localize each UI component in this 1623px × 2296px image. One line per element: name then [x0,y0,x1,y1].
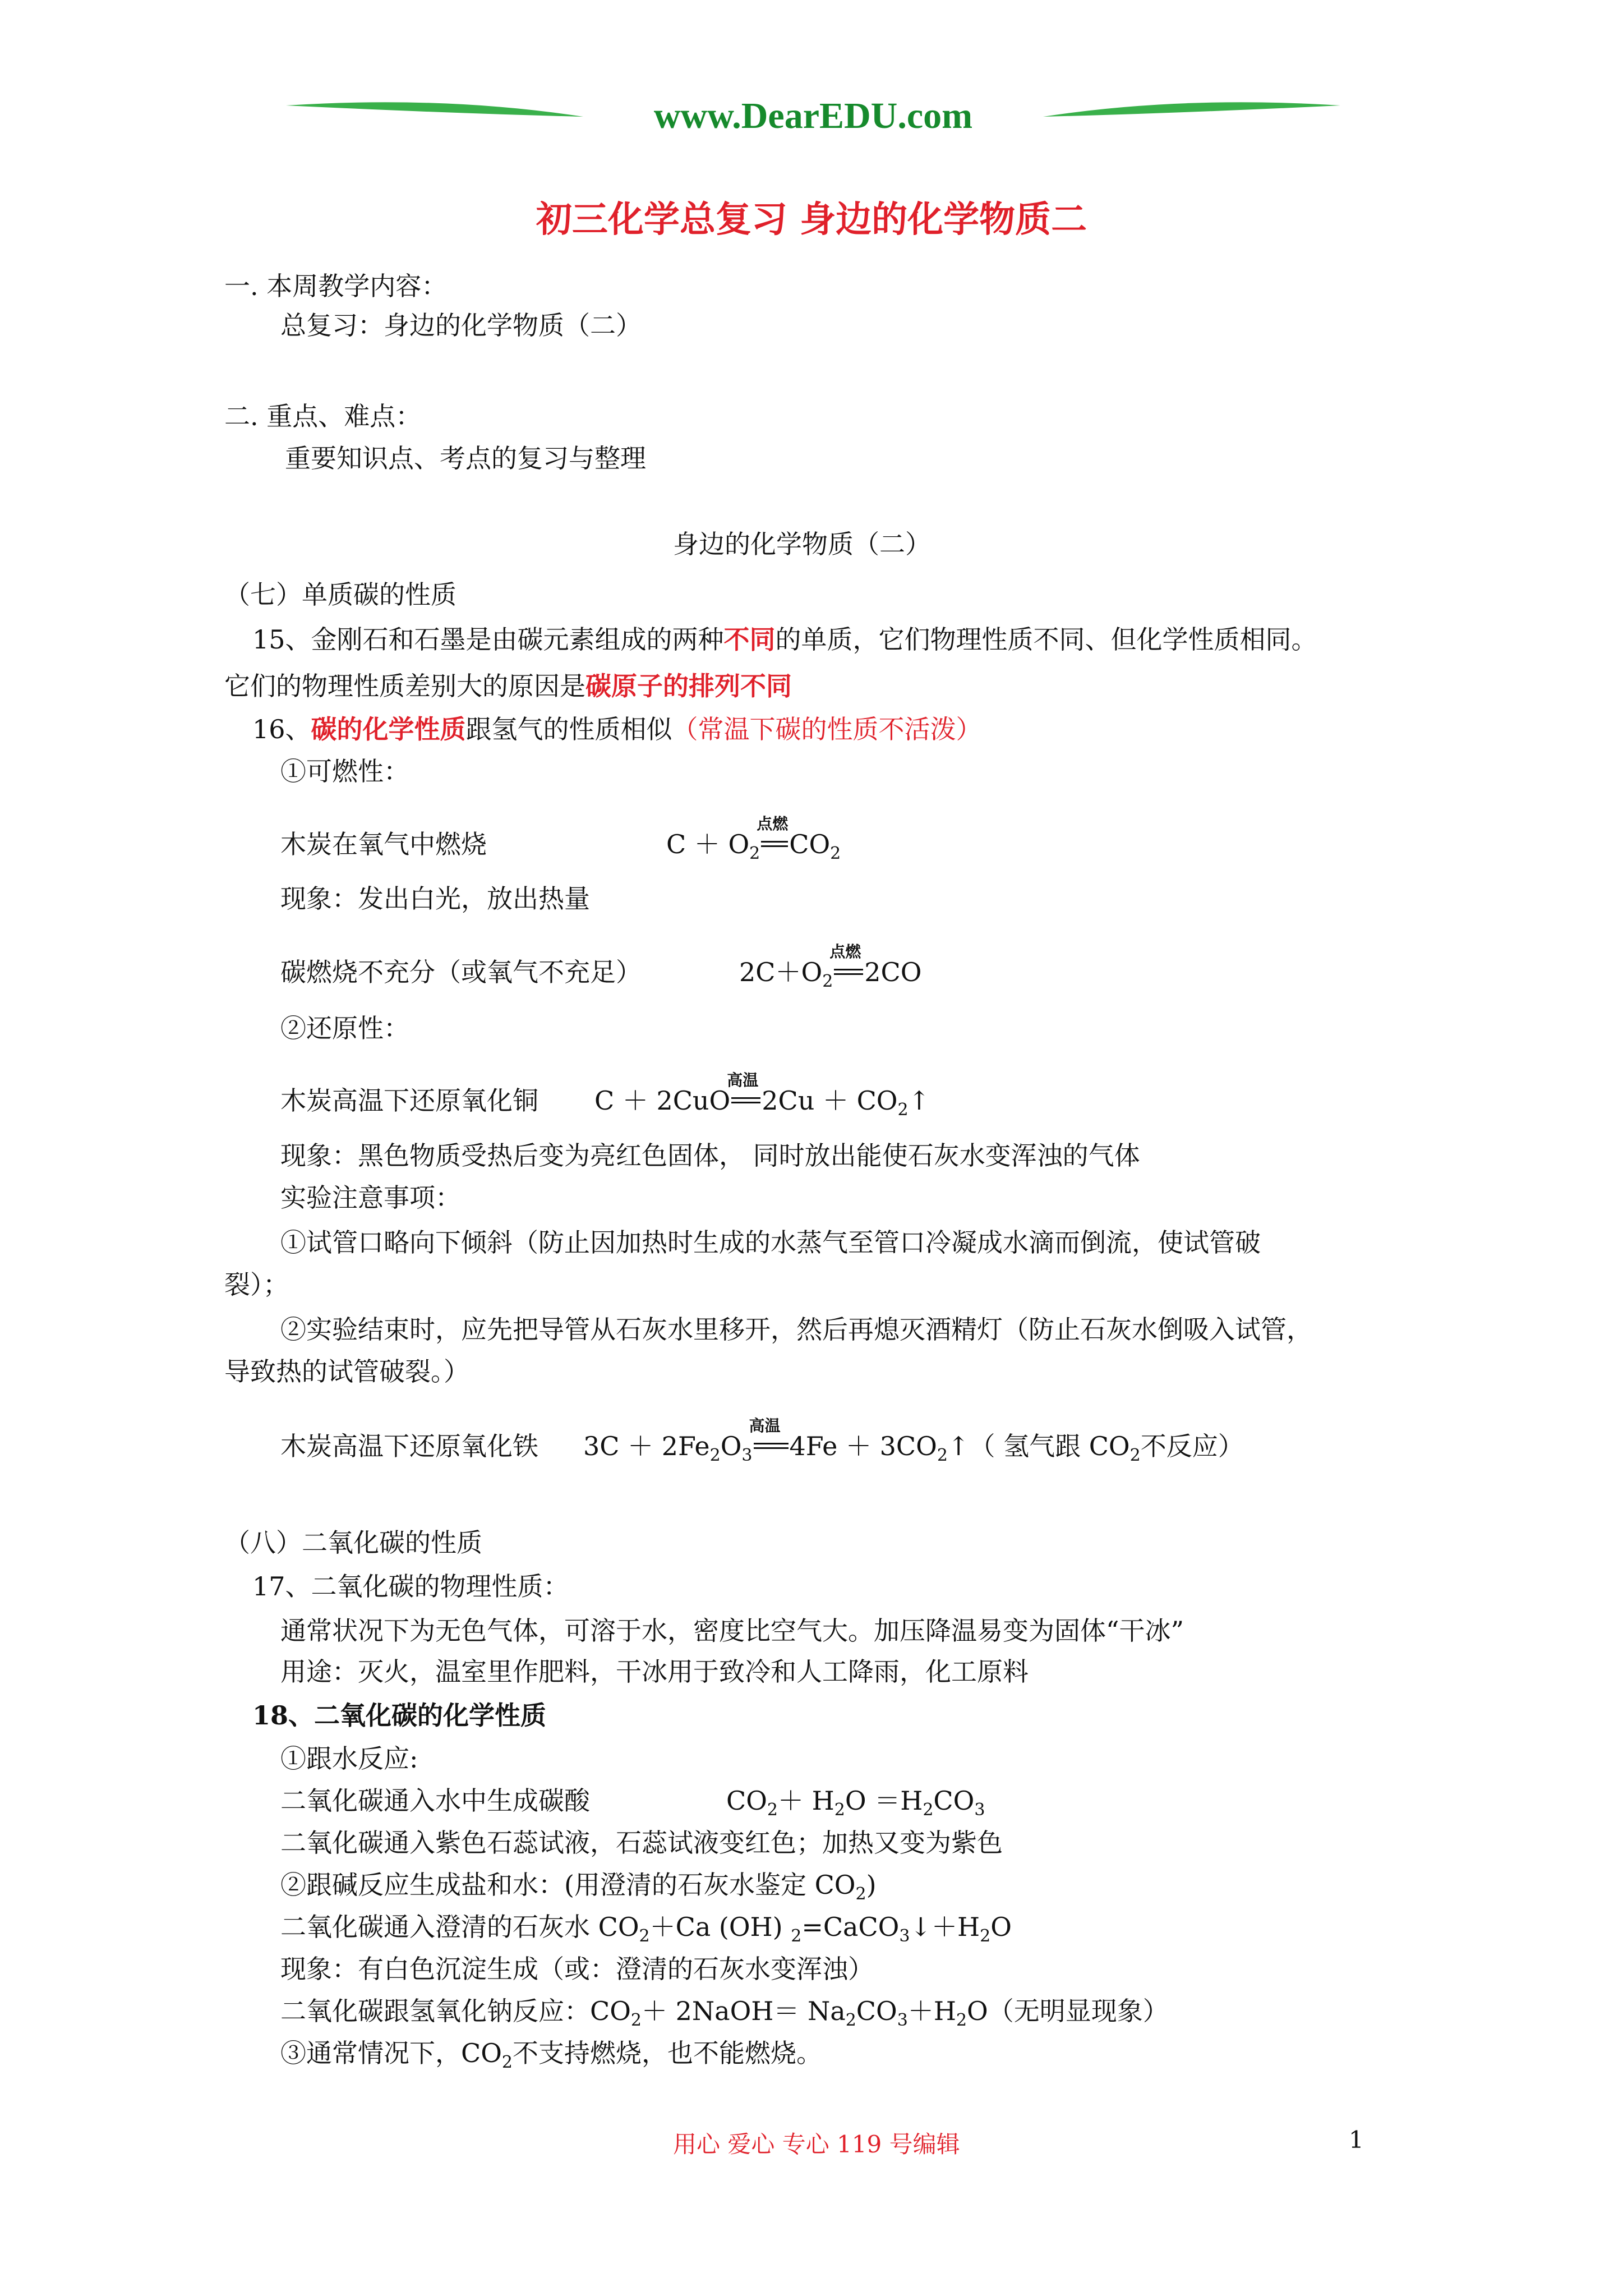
list-item: ②还原性： [280,1013,409,1043]
list-item: ②跟碱反应生成盐和水：(用澄清的石灰水鉴定 $CO_2$) [280,1870,877,1904]
section-heading: 一. 本周教学内容： [224,271,448,301]
paragraph: 17、二氧化碳的物理性质： [252,1571,569,1602]
chemical-equation: C ＋ 2CuO 高温 $2Cu + CO_2↑$ [594,1071,930,1120]
paragraph: 裂）； [224,1269,289,1300]
list-item: ③通常情况下，$CO_2$不支持燃烧，也不能燃烧。 [280,2038,823,2072]
paragraph: 二氧化碳跟氢氧化钠反应：$CO_2+$ 2NaOH＝ $Na_2CO_3+H_2O$（无明显现象） [280,1996,1169,2030]
banner-swoosh-icon [286,84,1340,146]
paragraph: 15、金刚石和石墨是由碳元素组成的两种不同的单质，它们物理性质不同、但化学性质相同。 [252,624,1317,655]
paragraph: 现象：有白色沉淀生成（或：澄清的石灰水变浑浊） [280,1954,874,1984]
paragraph: 用途：灭火，温室里作肥料，干冰用于致冷和人工降雨，化工原料 [280,1657,1029,1687]
equation-label: 木炭高温下还原氧化铁 [280,1431,538,1461]
paragraph: 16、碳的化学性质跟氢气的性质相似（常温下碳的性质不活泼） [252,714,982,744]
paragraph: 它们的物理性质差别大的原因是碳原子的排列不同 [224,671,792,701]
page-title: 初三化学总复习 身边的化学物质二 [536,199,1087,241]
paragraph: ①试管口略向下倾斜（防止因加热时生成的水蒸气至管口冷凝成水滴而倒流，使试管破 [280,1227,1261,1258]
footer-text: 用心 爱心 专心 119 号编辑 [673,2131,960,2158]
chemical-equation: $3C + 2Fe_2O_3$ 高温 $4Fe + 3CO_2↑$（ 氢气跟 $CO_2$不反应） [583,1416,1244,1465]
part-heading: （七）单质碳的性质 [224,579,457,610]
paragraph: 二氧化碳通入澄清的石灰水 $CO_2+Ca$ (OH) $_2=CaCO_3↓+H_2O$ [280,1912,1012,1946]
site-logo-banner [286,84,1340,146]
equation-label: 二氧化碳通入水中生成碳酸 [280,1786,590,1816]
chemical-equation: $C + O_2$ 点燃 $CO_2$ [666,815,841,863]
list-item: ①跟水反应: [280,1743,418,1774]
section-text: 重要知识点、考点的复习与整理 [285,443,646,473]
paragraph: 通常状况下为无色气体，可溶于水，密度比空气大。加压降温易变为固体“干冰” [280,1616,1184,1646]
site-logo: www.DearEDU.com [653,95,973,136]
part-heading: （八）二氧化碳的性质 [224,1527,482,1558]
paragraph: 二氧化碳通入紫色石蕊试液，石蕊试液变红色；加热又变为紫色 [280,1828,1003,1858]
paragraph: 现象：发出白光，放出热量 [280,884,590,914]
paragraph: 现象：黑色物质受热后变为亮红色固体， 同时放出能使石灰水变浑浊的气体 [280,1140,1140,1171]
chemical-equation: $2C+O_2$ 点燃 2CO [739,942,922,991]
list-item: ①可燃性： [280,756,409,786]
section-heading: 二. 重点、难点： [224,401,422,431]
paragraph: ②实验结束时，应先把导管从石灰水里移开，然后再熄灭酒精灯（防止石灰水倒吸入试管， [280,1314,1312,1345]
page-number: 1 [1349,2126,1364,2154]
section-text: 总复习：身边的化学物质（二） [280,310,642,341]
paragraph: 实验注意事项： [280,1182,461,1213]
section-subtitle: 身边的化学物质（二） [673,529,931,559]
chemical-equation: $CO_2+ H_2O =H_2CO_3$ [726,1786,985,1820]
paragraph: 18、二氧化碳的化学性质 [252,1700,547,1731]
equation-label: 木炭在氧气中燃烧 [280,829,487,859]
equation-label: 木炭高温下还原氧化铜 [280,1085,538,1116]
equation-label: 碳燃烧不充分（或氧气不充足） [280,957,642,987]
paragraph: 导致热的试管破裂。） [224,1356,469,1387]
